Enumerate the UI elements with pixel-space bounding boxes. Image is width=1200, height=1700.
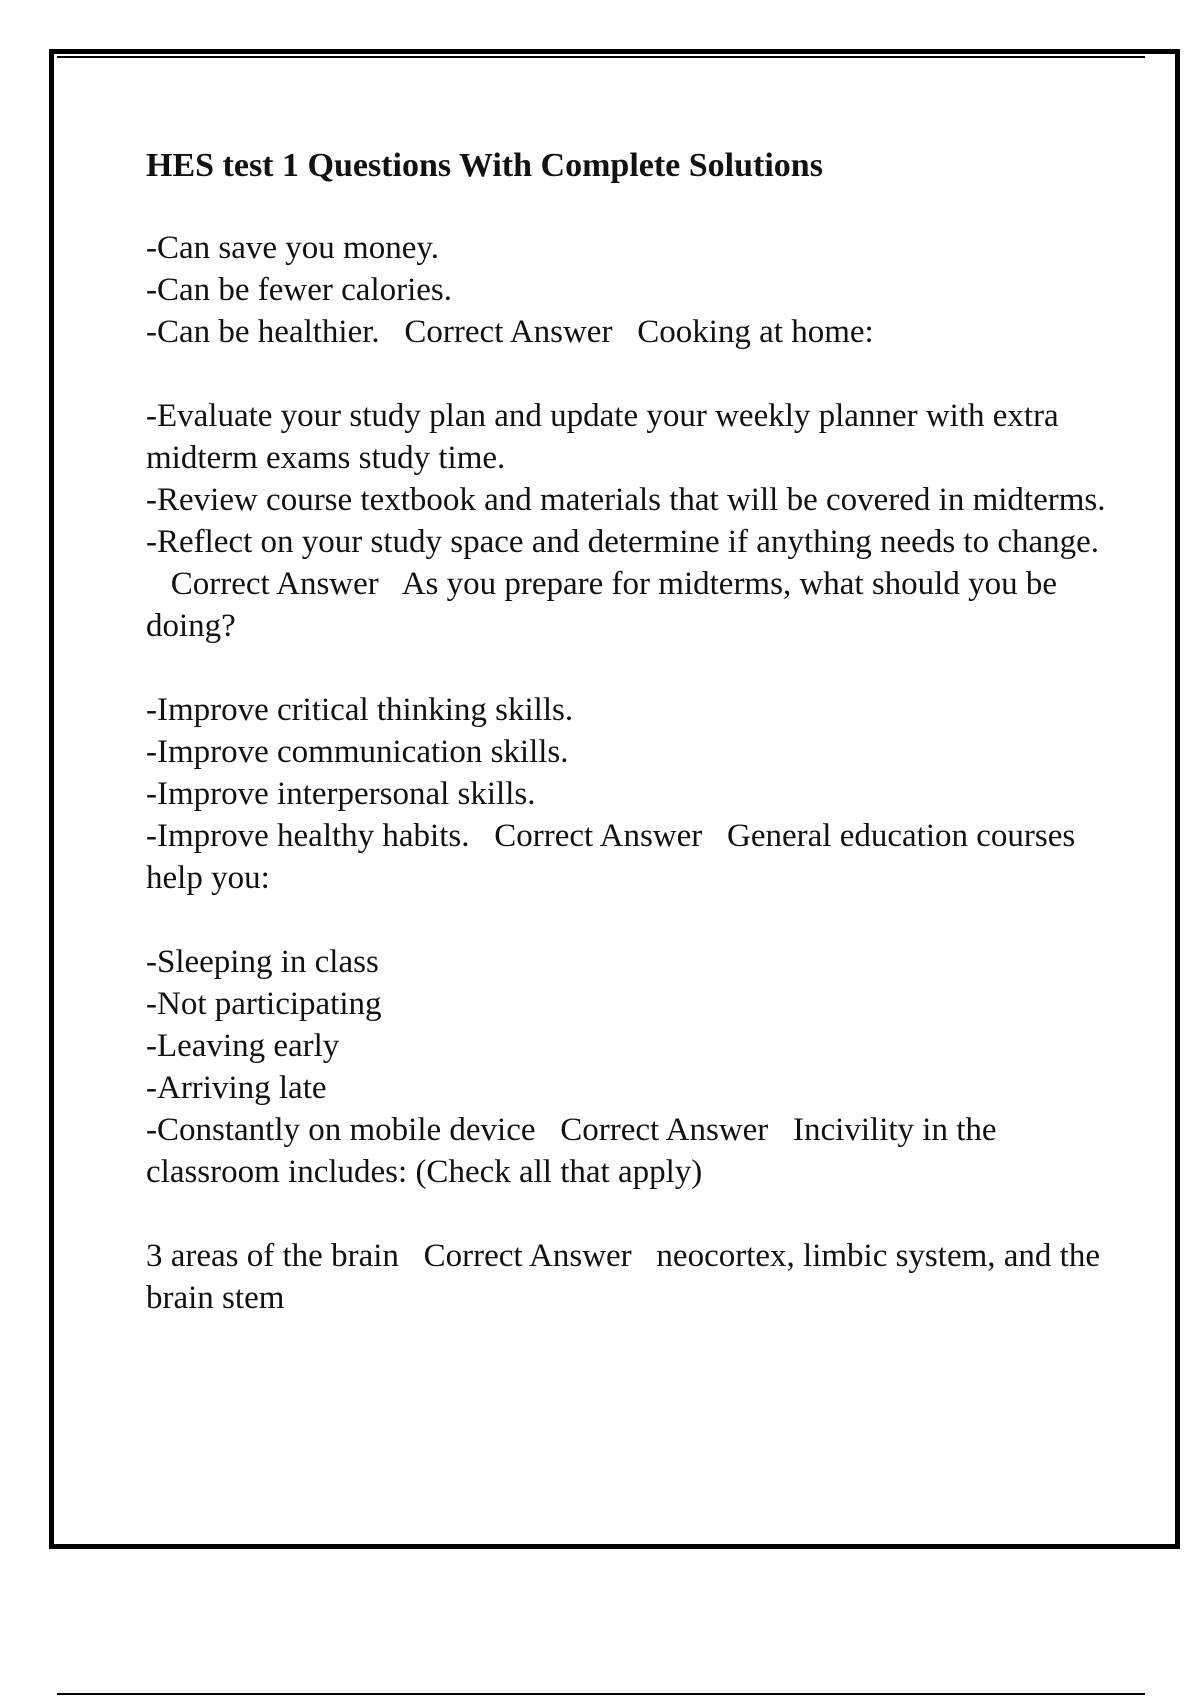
question-text: Incivility in the classroom includes: (Check all that apply) [146, 1112, 997, 1190]
question-text: 3 areas of the brain [146, 1238, 399, 1274]
answer-text: -Can be healthier. [146, 314, 380, 350]
answer-text: neocortex, limbic system, and the brain stem [146, 1238, 1100, 1316]
qa-item [146, 689, 1106, 899]
answer-text: -Reflect on your study space and determine if anything needs to change. [146, 524, 1100, 560]
document-body [146, 145, 1106, 1361]
qa-item [146, 941, 1106, 1193]
question-text: General education courses help you: [146, 818, 1076, 896]
answer-line: -Sleeping in class [146, 944, 379, 980]
qa-item [146, 227, 1106, 353]
question-text: Cooking at home: [637, 314, 874, 350]
answer-line: -Review course textbook and materials that will be covered in midterms. [146, 482, 1106, 518]
correct-answer-label: Correct Answer [560, 1112, 769, 1148]
question-text: As you prepare for midterms, what should you be doing? [146, 566, 1057, 644]
answer-line: -Improve communication skills. [146, 734, 569, 770]
answer-line: -Evaluate your study plan and update your weekly planner with extra midterm exams study time. [146, 398, 1059, 476]
correct-answer-label: Correct Answer [170, 566, 379, 602]
answer-line: -Leaving early [146, 1028, 340, 1064]
answer-last-line [146, 1235, 1106, 1319]
answer-line: -Can be fewer calories. [146, 272, 453, 308]
answer-last-line [146, 311, 1106, 353]
document-title: HES test 1 Questions With Complete Solutions [146, 147, 823, 184]
top-rule [57, 56, 1145, 58]
answer-line: -Arriving late [146, 1070, 327, 1106]
qa-item [146, 395, 1106, 647]
qa-item [146, 1235, 1106, 1319]
answer-line: -Can save you money. [146, 230, 439, 266]
answer-text: -Improve healthy habits. [146, 818, 470, 854]
answer-line: -Improve interpersonal skills. [146, 776, 536, 812]
answer-last-line [146, 815, 1106, 899]
correct-answer-label: Correct Answer [494, 818, 703, 854]
answer-last-line [146, 521, 1106, 647]
correct-answer-label: Correct Answer [404, 314, 613, 350]
answer-last-line [146, 1109, 1106, 1193]
answer-line: -Not participating [146, 986, 382, 1022]
answer-text: -Constantly on mobile device [146, 1112, 536, 1148]
correct-answer-label: Correct Answer [423, 1238, 632, 1274]
bottom-rule [57, 1693, 1145, 1695]
answer-line: -Improve critical thinking skills. [146, 692, 574, 728]
